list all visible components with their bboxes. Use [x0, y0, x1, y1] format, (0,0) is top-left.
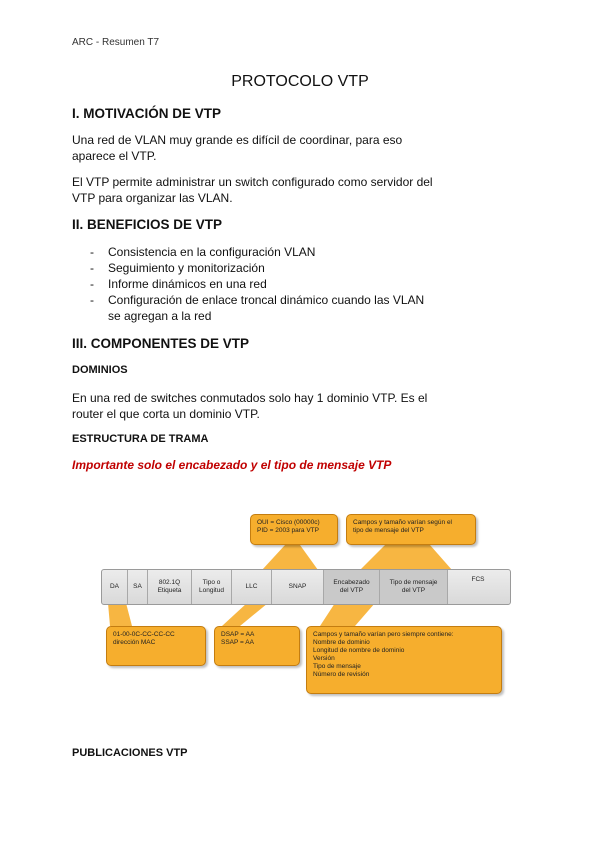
vtp-frame-structure [101, 569, 511, 605]
page-title: PROTOCOLO VTP [231, 73, 369, 90]
connector-campos-top [360, 545, 452, 570]
field-tipo-mensaje-vtp: Tipo de mensaje del VTP [380, 570, 448, 604]
connector-dsap [222, 603, 268, 626]
document-header: ARC - Resumen T7 [72, 37, 160, 48]
subheading-estructura-trama: ESTRUCTURA DE TRAMA [72, 433, 209, 445]
section-heading-componentes: III. COMPONENTES DE VTP [72, 336, 250, 351]
connector-mac [108, 603, 132, 626]
callout-dsap-ssap: DSAP = AA SSAP = AA [214, 626, 300, 666]
field-snap: SNAP [272, 570, 324, 604]
list-item: - Seguimiento y monitorización [90, 261, 265, 275]
section-heading-motivacion: I. MOTIVACIÓN DE VTP [72, 106, 222, 121]
subheading-dominios: DOMINIOS [72, 364, 128, 376]
field-8021q: 802.1Q Etiqueta [148, 570, 192, 604]
field-llc: LLC [232, 570, 272, 604]
field-sa: SA [128, 570, 148, 604]
field-encabezado-vtp: Encabezado del VTP [324, 570, 380, 604]
subheading-publicaciones: PUBLICACIONES VTP [72, 747, 188, 759]
list-item: - Consistencia en la configuración VLAN [90, 245, 316, 259]
callout-mac: 01-00-0C-CC-CC-CC dirección MAC [106, 626, 206, 666]
list-item-continuation: se agregan a la red [108, 309, 212, 323]
list-item: - Informe dinámicos en una red [90, 277, 267, 291]
connector-campos-bottom [320, 603, 375, 626]
callout-campos-tipo-mensaje: Campos y tamaño varían según el tipo de mensaje del VTP [346, 514, 476, 545]
callout-oui: OUI = Cisco (00000c) PID = 2003 para VTP [250, 514, 338, 545]
field-da: DA [102, 570, 128, 604]
paragraph-motivacion-2: El VTP permite administrar un switch configurado como servidor del VTP para organizar las VLAN. [72, 175, 433, 205]
important-note: Importante solo el encabezado y el tipo de mensaje VTP [72, 458, 392, 472]
paragraph-motivacion-1: Una red de VLAN muy grande es difícil de coordinar, para eso aparece el VTP. [72, 133, 403, 163]
section-heading-beneficios: II. BENEFICIOS DE VTP [72, 217, 223, 232]
callout-campos-encabezado: Campos y tamaño varían pero siempre contiene: Nombre de dominio Longitud de nombre de dominio Versión Tipo de mensaje Número de revisión [306, 626, 502, 694]
field-fcs: FCS [471, 576, 485, 583]
connector-oui [262, 545, 318, 570]
paragraph-dominios: En una red de switches conmutados solo hay 1 dominio VTP. Es el router el que corta un dominio VTP. [72, 391, 428, 421]
list-item: - Configuración de enlace troncal dinámico cuando las VLAN [90, 293, 425, 307]
field-tipo-longitud: Tipo o Longitud [192, 570, 232, 604]
